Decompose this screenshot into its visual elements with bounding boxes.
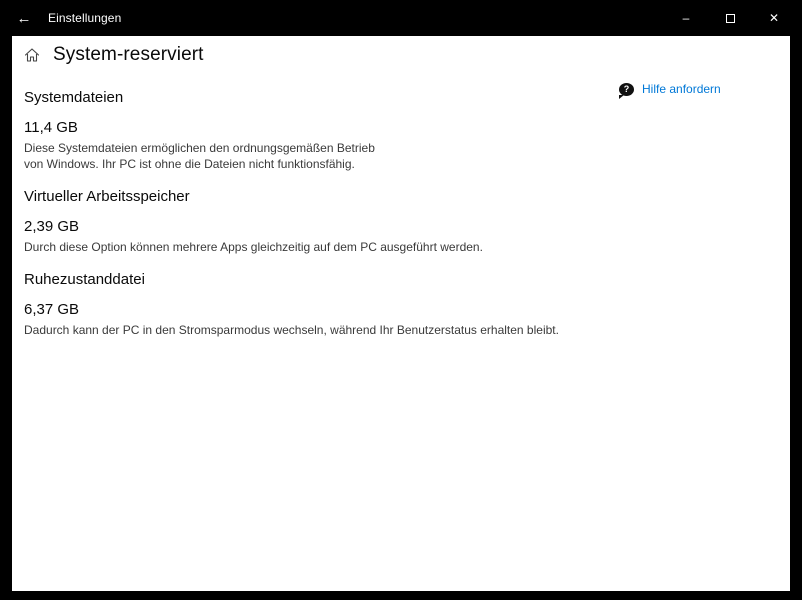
minimize-button[interactable] [664, 0, 708, 36]
page-title: System-reserviert [53, 44, 204, 65]
question-mark-glyph: ? [623, 83, 630, 94]
window-controls [664, 0, 796, 36]
close-button[interactable] [752, 0, 796, 36]
section-hibernation-file [24, 270, 624, 338]
minimize-icon: – [682, 11, 690, 25]
section-system-files [24, 88, 624, 172]
settings-page [12, 36, 790, 591]
home-icon [24, 47, 40, 63]
section-size-value: 11,4 GB [24, 119, 78, 136]
get-help-link[interactable] [619, 82, 721, 96]
section-size-value: 6,37 GB [24, 301, 80, 318]
section-heading: Virtueller Arbeitsspeicher [24, 188, 190, 205]
page-header [24, 44, 204, 66]
section-description: Dadurch kann der PC in den Stromsparmodus wechseln, während Ihr Benutzerstatus erhalten bleibt. [24, 323, 559, 337]
section-heading: Ruhezustanddatei [24, 271, 145, 288]
section-heading: Systemdateien [24, 89, 124, 106]
maximize-button[interactable] [708, 0, 752, 36]
back-button[interactable] [4, 0, 44, 36]
section-virtual-memory [24, 187, 624, 255]
close-icon: ✕ [768, 11, 780, 25]
titlebar [0, 0, 802, 36]
sections-list [24, 88, 624, 352]
help-link-label: Hilfe anfordern [642, 82, 721, 96]
back-arrow-icon: ← [16, 9, 32, 27]
window-title: Einstellungen [48, 11, 122, 25]
section-size-value: 2,39 GB [24, 218, 80, 235]
maximize-icon [726, 14, 735, 23]
section-description: Durch diese Option können mehrere Apps gleichzeitig auf dem PC ausgeführt werden. [24, 240, 483, 254]
section-description: Diese Systemdateien ermöglichen den ordnungsgemäßen Betrieb von Windows. Ihr PC ist ohne die Dateien nicht funktionsfähig. [24, 141, 375, 171]
